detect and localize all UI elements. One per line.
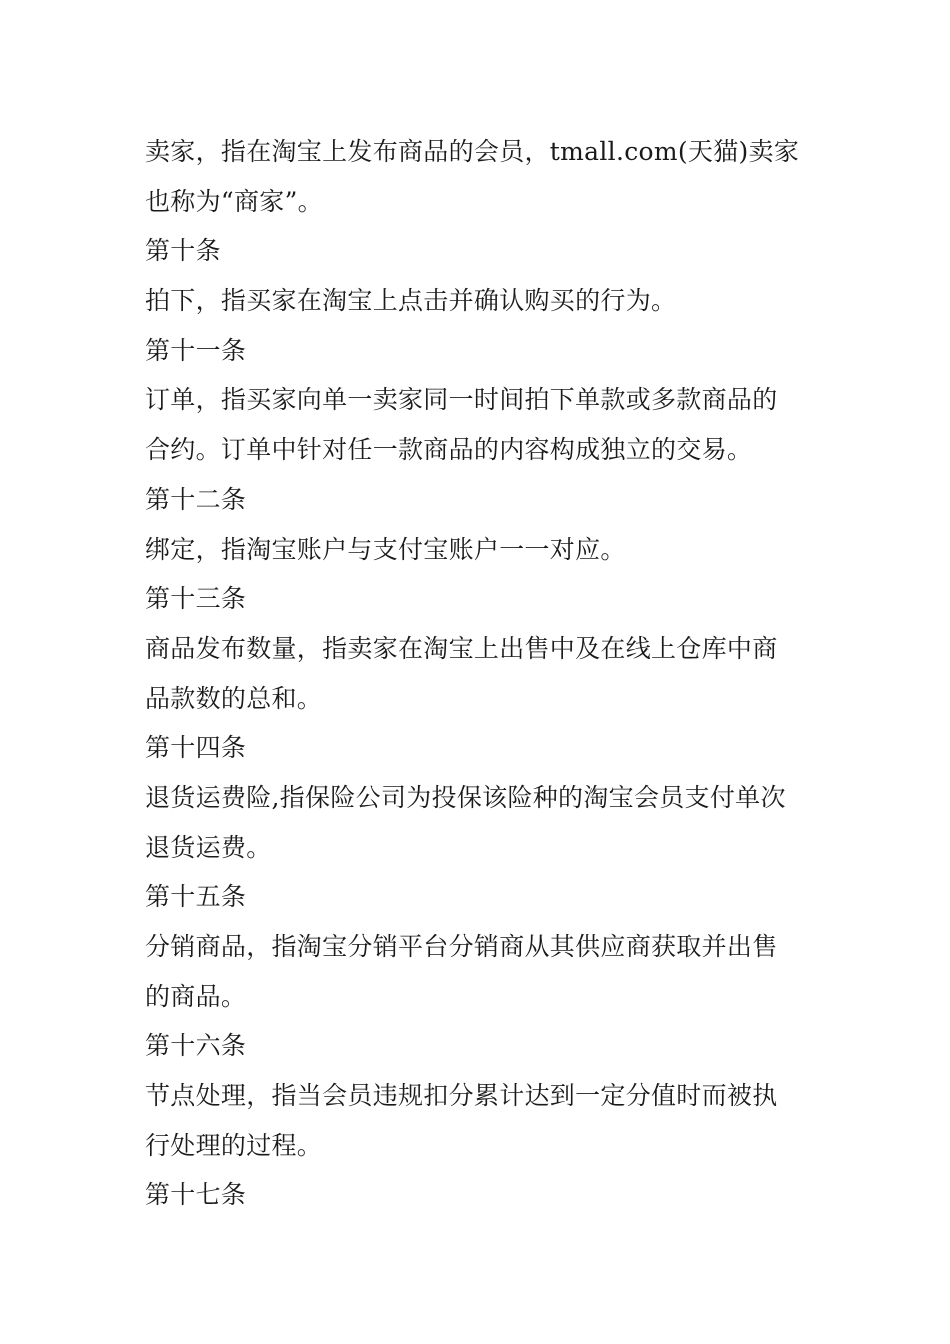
text-line: 行处理的过程。 [145, 1130, 323, 1160]
text-line: 品款数的总和。 [145, 683, 323, 713]
text-line: 订单，指买家向单一卖家同一时间拍下单款或多款商品的 [145, 385, 778, 415]
text-line: 退货运费险,指保险公司为投保该险种的淘宝会员支付单次 [145, 782, 786, 812]
document-body [145, 127, 810, 1220]
text-line: 也称为“商家”。 [145, 186, 323, 216]
text-line: 分销商品，指淘宝分销平台分销商从其供应商获取并出售 [145, 932, 778, 961]
text-line: 商品发布数量，指卖家在淘宝上出售中及在线上仓库中商 [145, 633, 778, 663]
article-heading: 第十七条 [145, 1180, 247, 1210]
article-heading: 第十四条 [145, 733, 247, 763]
text-line: 退货运费。 [145, 832, 272, 862]
article-heading: 第十五条 [145, 882, 247, 912]
article-heading: 第十二条 [145, 484, 247, 514]
article-heading: 第十六条 [145, 1031, 247, 1061]
text-line: 卖家，指在淘宝上发布商品的会员，tmall.com(天猫)卖家 [145, 137, 800, 166]
text-line: 绑定，指淘宝账户与支付宝账户一一对应。 [145, 534, 626, 564]
text-line: 合约。订单中针对任一款商品的内容构成独立的交易。 [145, 435, 753, 465]
article-heading: 第十一条 [145, 335, 247, 365]
article-heading: 第十三条 [145, 584, 247, 614]
text-line: 的商品。 [145, 981, 247, 1011]
text-line: 拍下，指买家在淘宝上点击并确认购买的行为。 [145, 286, 677, 316]
text-line: 节点处理，指当会员违规扣分累计达到一定分值时而被执 [145, 1081, 778, 1111]
article-heading: 第十条 [145, 236, 221, 266]
